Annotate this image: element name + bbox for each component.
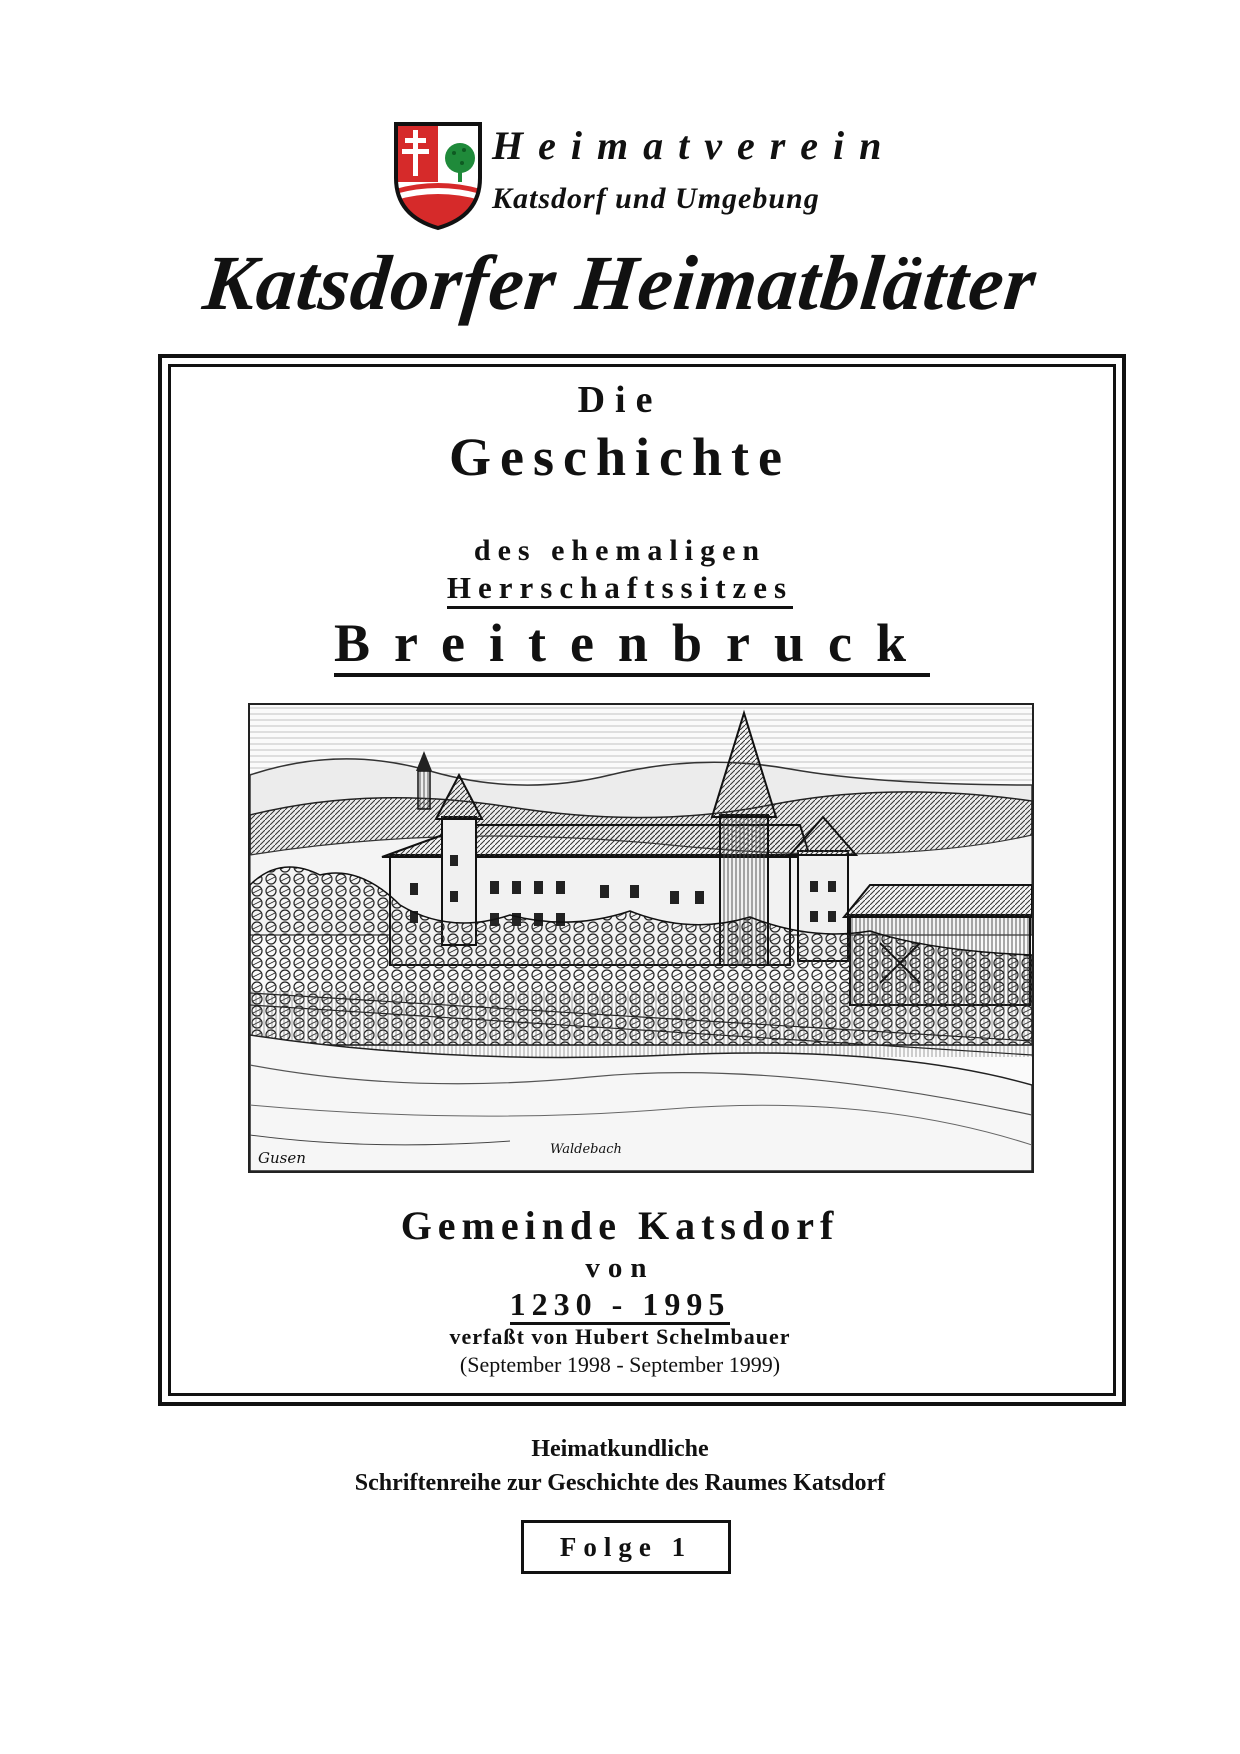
writing-period: (September 1998 - September 1999) (459, 1352, 781, 1377)
castle-engraving-image (248, 703, 1034, 1173)
cover-line-breitenbruck (0, 612, 1240, 674)
breitenbruck-text: Breitenbruck (334, 613, 930, 677)
cover-line-geschichte: Geschichte (449, 427, 791, 487)
herrschaftssitzes-text: Herrschaftssitzes (447, 570, 793, 609)
issue-number-box: Folge 1 (521, 1520, 731, 1574)
series-line-2: Schriftenreihe zur Geschichte des Raumes Katsdorf (354, 1470, 886, 1496)
stream-label-waldebach: Waldebach (550, 1142, 622, 1157)
municipality-name: Gemeinde Katsdorf (400, 1203, 840, 1248)
river-label-gusen: Gusen (258, 1149, 306, 1167)
cover-line-von: von (585, 1252, 655, 1284)
year-range (0, 1286, 1240, 1323)
series-line-1: Heimatkundliche (531, 1436, 709, 1462)
coat-of-arms-icon (392, 120, 484, 232)
association-subtitle: Katsdorf und Umgebung (492, 182, 820, 215)
association-name: Heimatverein (492, 123, 897, 168)
cover-line-die: Die (577, 379, 663, 421)
author-line: verfaßt von Hubert Schelmbauer (449, 1324, 791, 1349)
cover-line-herrschaftssitzes (0, 570, 1240, 606)
year-range-text: 1230 - 1995 (510, 1286, 731, 1325)
cover-line-des-ehemaligen: des ehemaligen (473, 534, 767, 567)
publication-title: Katsdorfer Heimatblätter (199, 239, 1041, 326)
